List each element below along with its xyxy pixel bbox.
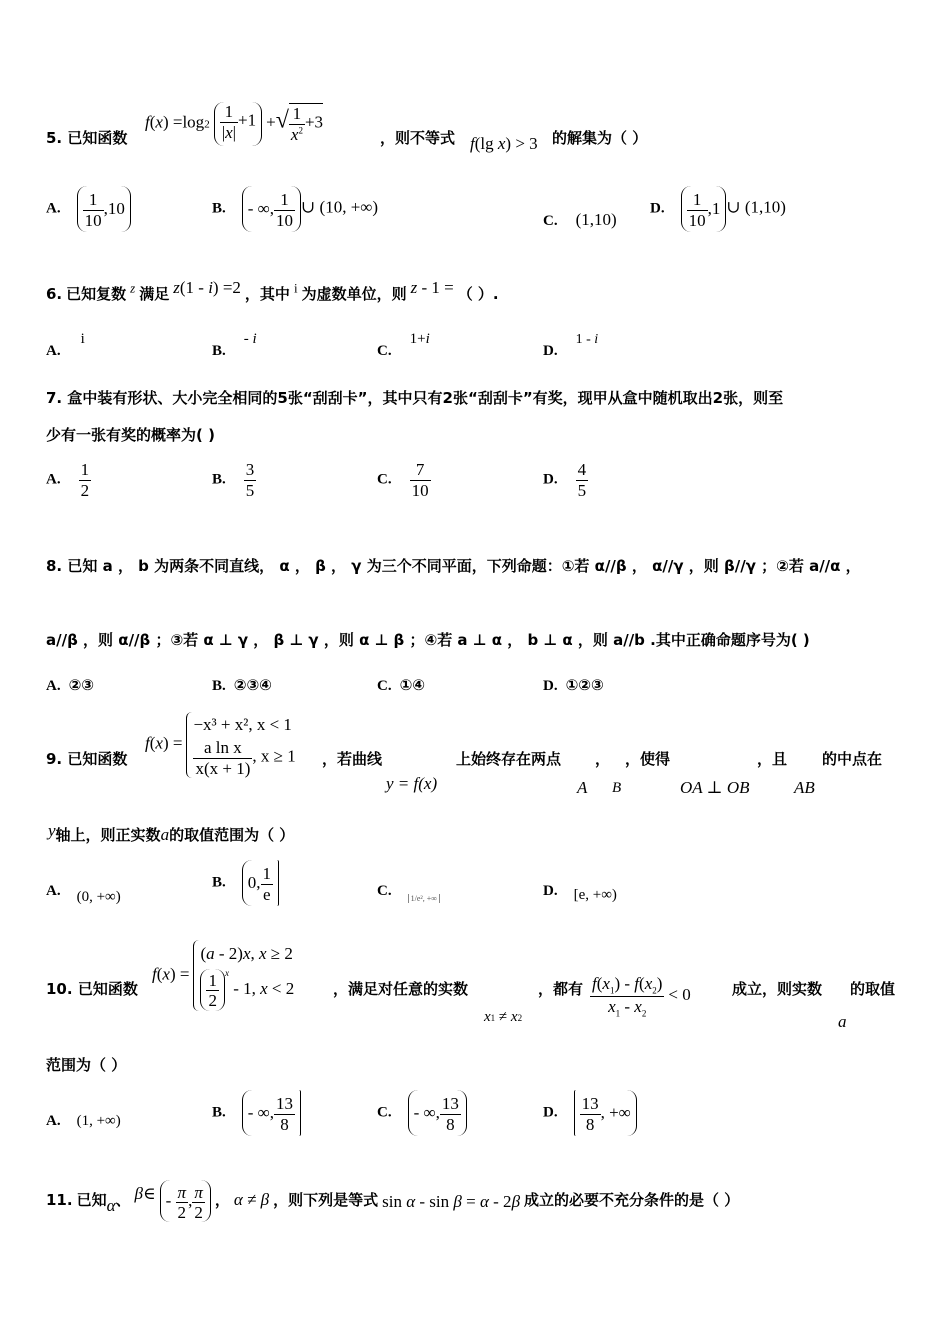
q5-option-c[interactable]: C. (1,10) [543, 210, 617, 229]
q5-option-b[interactable]: B. - ∞, $\frac{1}{10}$ ∪ (10, +∞) [212, 186, 378, 232]
q8-number: 8. [46, 557, 63, 575]
q9-option-b[interactable]: B. 0, $\frac{1}{e}$ [212, 860, 279, 906]
q6-option-c[interactable]: C. 1+i [377, 331, 430, 359]
q9-option-d[interactable]: D. [e, +∞) [543, 883, 617, 903]
q9-option-c[interactable]: C. $_{1/e^2, +\infty}$ [377, 882, 440, 903]
q10-option-d[interactable]: D. $\frac{13}{8}$ , +∞ [543, 1090, 637, 1136]
q5-option-d[interactable]: D. $\frac{1}{10}$ ,1 ∪ (1,10) [650, 186, 786, 232]
q11-number: 11. [46, 1191, 73, 1209]
q9-number: 9. [46, 750, 63, 768]
q9-point-b: B [612, 780, 622, 796]
q8-option-c[interactable]: C. ①④ [377, 676, 425, 694]
q7-option-a[interactable]: A. $\frac{1}{2}$ [46, 460, 90, 500]
q10-condition: x1 ≠ x2 [484, 1009, 523, 1025]
q10-var-a: a [838, 1012, 847, 1031]
q10-option-a[interactable]: A. (1, +∞) [46, 1113, 121, 1129]
q10-function: f(x) = (a - 2)x, x ≥ 2 $\frac{1}{2}$ $^x$ - 1, x < 2 [152, 940, 294, 1011]
q10-stem-start: 10. 已知函数 [46, 980, 138, 998]
q5-inequality: f(lg x) > 3 [470, 134, 538, 153]
q10-stem-line2: 范围为（ ） [46, 1056, 127, 1074]
q6-option-b[interactable]: B. - i [212, 331, 257, 359]
q6-option-a[interactable]: A. i [46, 331, 85, 359]
q9-option-a[interactable]: A. (0, +∞) [46, 883, 121, 905]
q5-function: f(x) =log2 $\frac{1}{|x|}$ +1 +√ $\frac{1}{x^2}$ +3 [145, 102, 324, 144]
q7-number: 7. [46, 389, 63, 407]
q6-option-d[interactable]: D. 1 - i [543, 332, 599, 359]
q7-option-d[interactable]: D. $\frac{4}{5}$ [543, 460, 587, 500]
q7-stem-line1: 7. 盒中装有形状、大小完全相同的5张“刮刮卡”，其中只有2张“刮刮卡”有奖，现甲从盒中随机取出2张，则至 [46, 389, 784, 407]
q10-option-b[interactable]: B. - ∞, $\frac{13}{8}$ [212, 1090, 301, 1136]
q9-segment-ab: AB [794, 778, 815, 797]
q11-stem: 11. 已知α、 β∈ - $\frac{\pi}{2}$ , $\frac{\pi}{2}$ ， α ≠ β ，则下列是等式 sin α - sin β = α - 2β 成立的必要不充分条件的是（ ） [46, 1172, 739, 1228]
q7-option-b[interactable]: B. $\frac{3}{5}$ [212, 460, 255, 500]
q6-stem: 6. 已知复数 $^z$ 满足 z(1 - i) =2 ，其中 $^i$ 为虚数单位，则 z - 1 = （ ）. [46, 278, 499, 303]
q9-point-a: A [577, 778, 588, 797]
q9-stem-line2: y轴上，则正实数a的取值范围为（ ） [48, 821, 295, 844]
q10-option-c[interactable]: C. - ∞, $\frac{13}{8}$ [377, 1090, 467, 1136]
q5-stem: 5. 已知函数 [46, 129, 128, 147]
q10-number: 10. [46, 980, 73, 998]
q9-function: f(x) = −x³ + x², x < 1 $\frac{\text{a ln x}}{x(x + 1)}$ , x ≥ 1 [145, 712, 296, 778]
q5-option-a[interactable]: A. $\frac{1}{10}$ ,10 [46, 186, 131, 232]
q6-number: 6. [46, 285, 63, 303]
q8-option-b[interactable]: B. ②③④ [212, 676, 272, 694]
q9-stem-start: 9. 已知函数 [46, 750, 128, 768]
q8-stem-line1: 8. 已知 a ， b 为两条不同直线， α ， β ， γ 为三个不同平面，下列命题：①若 α//β ， α//γ ，则 β//γ ；②若 a//α ， [46, 557, 861, 575]
q9-curve: y = f(x) [386, 774, 438, 793]
q8-option-a[interactable]: A. ②③ [46, 676, 94, 694]
q10-difference-quotient: $\frac{f(x_1) - f(x_2)}{x_1 - x_2}$ < 0 [592, 974, 691, 1019]
q9-perp: OA ⊥ OB [680, 778, 750, 797]
q8-stem-line2: a//β ，则 α//β ；③若 α ⊥ γ ， β ⊥ γ ，则 α ⊥ β ；④若 a ⊥ α ， b ⊥ α ，则 a//b .其中正确命题序号为( ) [46, 631, 810, 649]
q7-option-c[interactable]: C. $\frac{7}{10}$ [377, 460, 429, 500]
q8-option-d[interactable]: D. ①②③ [543, 676, 604, 694]
q5-number: 5. [46, 129, 63, 147]
q7-stem-line2: 少有一张有奖的概率为( ) [46, 426, 215, 444]
